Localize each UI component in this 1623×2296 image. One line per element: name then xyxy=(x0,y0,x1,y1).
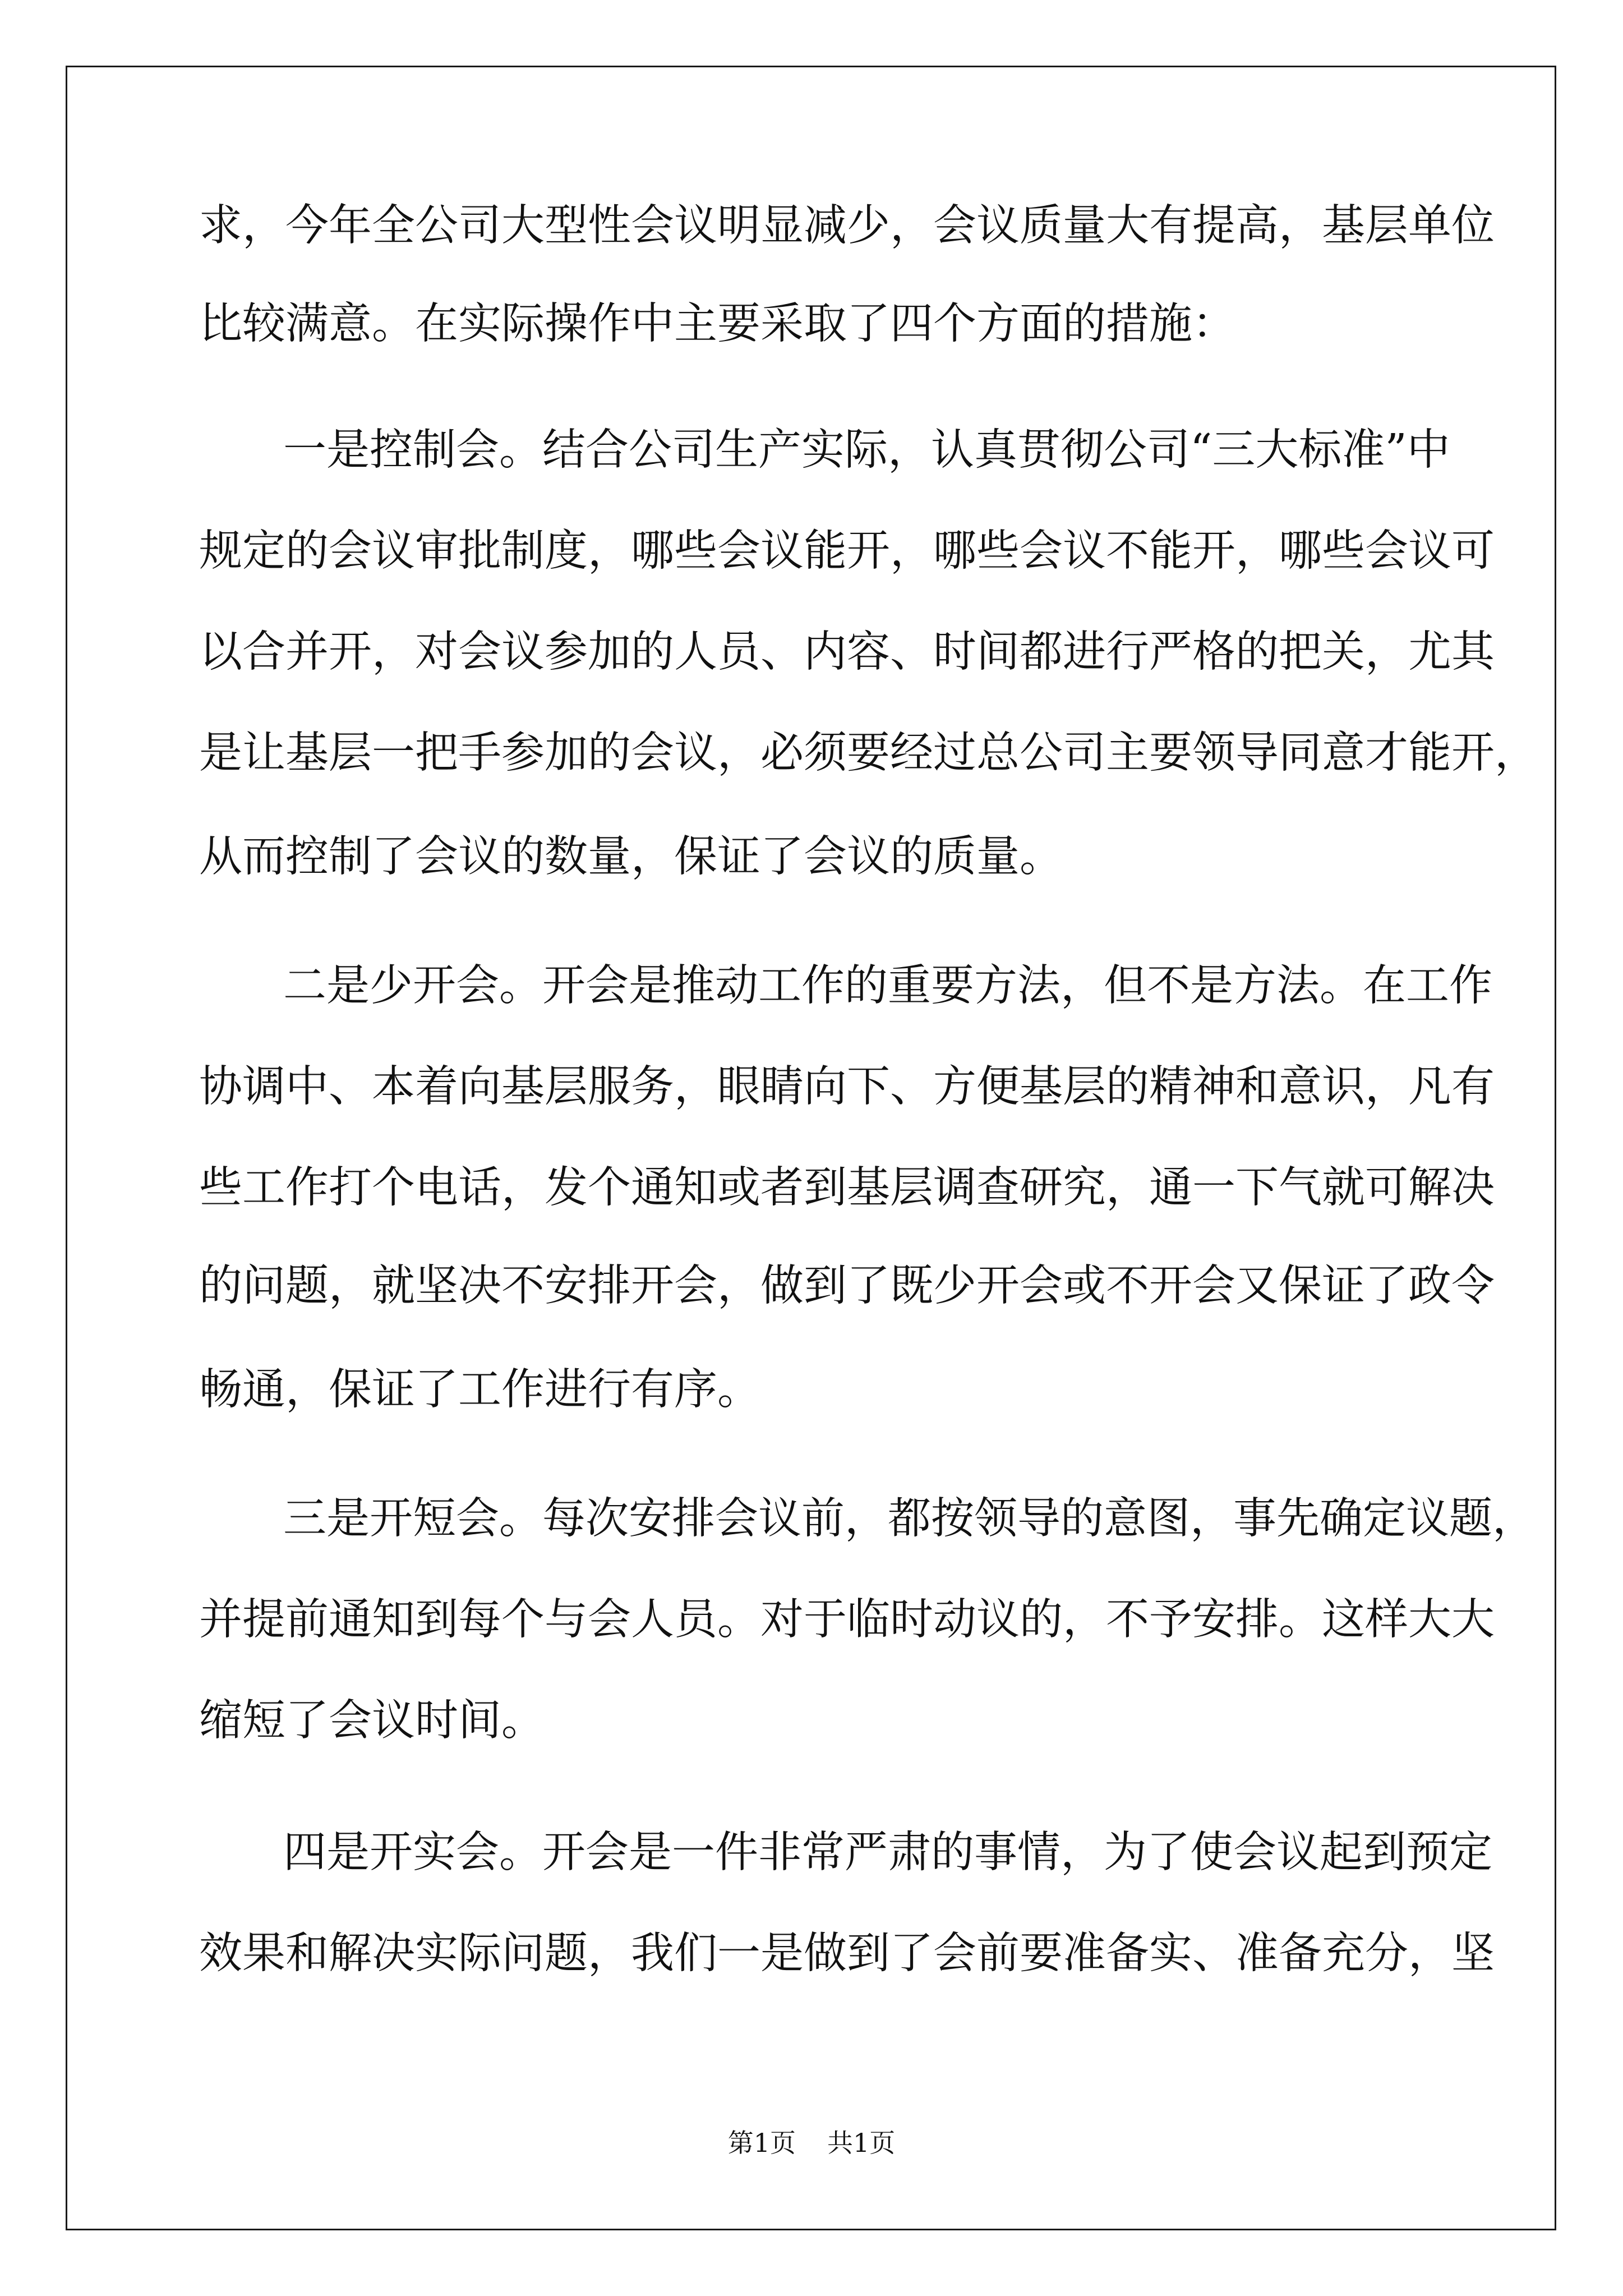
paragraph-first-line: 一是控制会。结合公司生产实际，认真贯彻公司“三大标准”中 xyxy=(283,425,1450,475)
text-line: 并提前通知到每个与会人员。对于临时动议的，不予安排。这样大大 xyxy=(199,1595,1495,1645)
text-line: 是让基层一把手参加的会议，必须要经过总公司主要领导同意才能开， xyxy=(199,728,1538,778)
text-line: 规定的会议审批制度，哪些会议能开，哪些会议不能开，哪些会议可 xyxy=(199,526,1495,576)
text-line: 畅通，保证了工作进行有序。 xyxy=(199,1365,760,1415)
paragraph-first-line: 四是开实会。开会是一件非常严肃的事情，为了使会议起到预定 xyxy=(283,1828,1492,1878)
text-line: 缩短了会议时间。 xyxy=(199,1696,545,1746)
paragraph-first-line: 三是开短会。每次安排会议前，都按领导的意图，事先确定议题， xyxy=(283,1494,1536,1544)
paragraph-first-line: 二是少开会。开会是推动工作的重要方法，但不是方法。在工作 xyxy=(283,961,1492,1011)
page-number: 第1页 xyxy=(727,2128,796,2158)
text-line: 的问题，就坚决不安排开会，做到了既少开会或不开会又保证了政令 xyxy=(199,1261,1495,1311)
text-line: 比较满意。在实际操作中主要采取了四个方面的措施： xyxy=(199,299,1235,349)
text-line: 从而控制了会议的数量，保证了会议的质量。 xyxy=(199,832,1063,882)
text-line: 协调中、本着向基层服务，眼睛向下、方便基层的精神和意识，凡有 xyxy=(199,1062,1495,1112)
text-line: 些工作打个电话，发个通知或者到基层调查研究，通一下气就可解决 xyxy=(199,1163,1495,1213)
text-line: 以合并开，对会议参加的人员、内容、时间都进行严格的把关，尤其 xyxy=(199,627,1495,677)
text-line: 求，今年全公司大型性会议明显减少，会议质量大有提高，基层单位 xyxy=(199,201,1495,251)
page-total: 共1页 xyxy=(827,2128,896,2158)
page-footer xyxy=(0,2126,1623,2160)
page-border xyxy=(66,66,1556,2230)
text-line: 效果和解决实际问题，我们一是做到了会前要准备实、准备充分，坚 xyxy=(199,1929,1495,1978)
